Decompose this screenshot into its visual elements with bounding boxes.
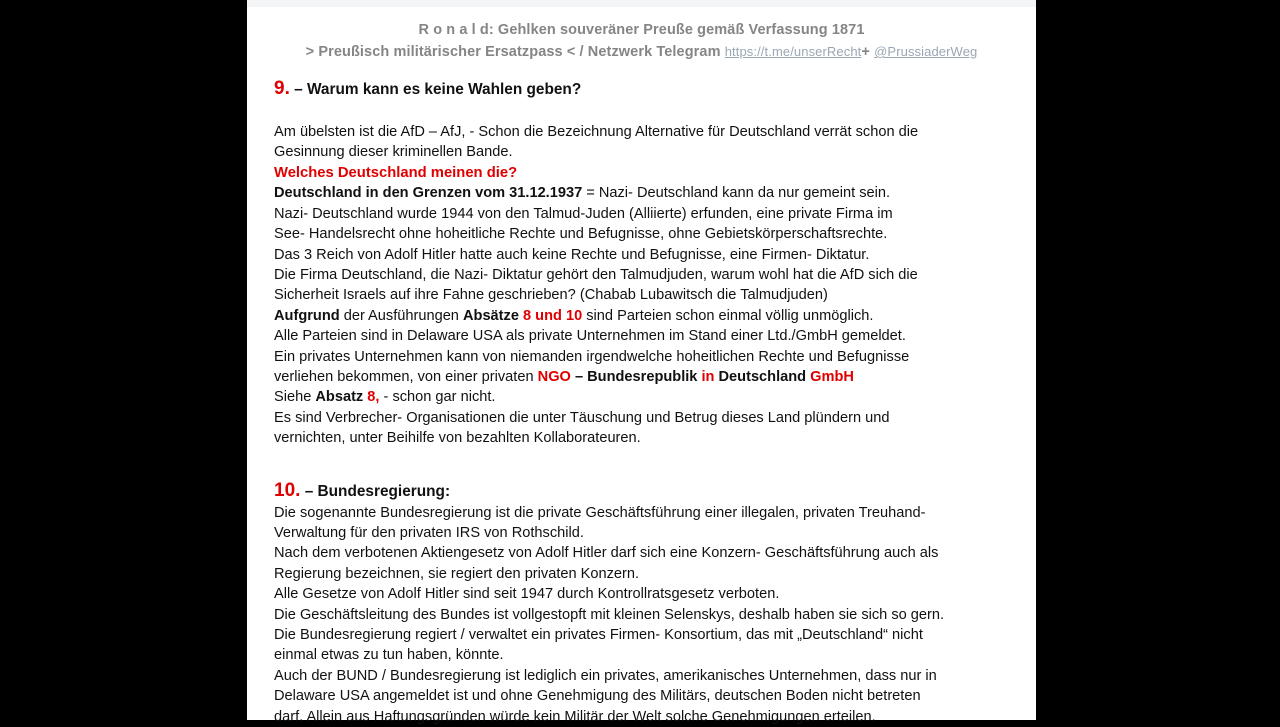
text-line: Verwaltung für den privaten IRS von Rothschild. <box>274 525 584 541</box>
text-line <box>274 183 1019 203</box>
text-line: darf, Allein aus Haftungsgründen würde kein Militär der Welt solche Genehmigungen erteilen. <box>274 708 876 725</box>
text-line: Alle Parteien sind in Delaware USA als private Unternehmen im Stand einer Ltd./GmbH gemeldet. <box>274 328 906 345</box>
text-line: Alle Gesetze von Adolf Hitler sind seit 1947 durch Kontrollratsgesetz verboten. <box>274 586 780 603</box>
text-highlight-red: NGO <box>537 368 571 385</box>
text-line: Die sogenannte Bundesregierung ist die private Geschäftsführung einer illegalen, privaten Treuhand- <box>274 504 926 521</box>
section-10-paragraph <box>274 503 1019 727</box>
text-fragment: Siehe <box>274 389 316 406</box>
spacer <box>274 101 1019 122</box>
text-line: Auch der BUND / Bundesregierung ist lediglich ein privates, amerikanisches Unternehmen, dass nur in <box>274 667 937 684</box>
text-line: Gesinnung dieser kriminellen Bande. <box>274 144 513 161</box>
text-line: einmal etwas zu tun haben, könnte. <box>274 647 504 664</box>
text-line: vernichten, unter Beihilfe von bezahlten Kollaborateuren. <box>274 430 641 447</box>
spacer <box>274 470 1019 480</box>
document-header <box>247 20 1036 63</box>
text-emphasis: Deutschland <box>718 368 807 385</box>
text-fragment: verliehen bekommen, von einer privaten <box>274 368 538 385</box>
text-line: Die Bundesregierung regiert / verwaltet ein privates Firmen- Konsortium, das mit „Deutschland“ nicht <box>274 627 923 644</box>
telegram-channel-link[interactable]: https://t.me/unserRecht <box>724 44 862 59</box>
document-body <box>274 78 1019 727</box>
text-emphasis: Deutschland in den Grenzen vom 31.12.1937 <box>274 185 583 202</box>
section-9-heading-text: – Warum kann es keine Wahlen geben? <box>294 81 582 98</box>
letterbox-bar-right <box>1036 0 1280 720</box>
letterbox-bar-left <box>0 0 247 720</box>
text-line: Am übelsten ist die AfD – AfJ, - Schon die Bezeichnung Alternative für Deutschland verrät schon die <box>274 124 919 140</box>
text-emphasis: – <box>570 368 588 385</box>
text-fragment: - schon gar nicht. <box>379 389 496 406</box>
page-top-strip <box>247 0 1036 7</box>
section-10-heading <box>274 480 1019 503</box>
text-highlight-red: 8, <box>367 389 380 406</box>
document-page <box>247 0 1036 725</box>
text-emphasis: Aufgrund <box>274 307 340 324</box>
section-9-number: 9. <box>274 78 290 99</box>
text-highlight-red: 8 und 10 <box>523 307 583 324</box>
text-fragment: sind Parteien schon einmal völlig unmöglich. <box>582 307 874 324</box>
text-line: Nach dem verbotenen Aktiengesetz von Adolf Hitler darf sich eine Konzern- Geschäftsführung auch als <box>274 545 939 562</box>
text-line <box>274 367 1019 387</box>
header-title-line2-prefix: > Preußisch militärischer Ersatzpass < / Netzwerk Telegram <box>305 44 725 60</box>
text-fragment: der Ausführungen <box>339 307 463 324</box>
text-emphasis: Bundesrepublik <box>587 368 698 385</box>
text-highlight-red: GmbH <box>806 368 854 385</box>
text-line: Ein privates Unternehmen kann von niemanden irgendwelche hoheitlichen Rechte und Befugnisse <box>274 348 910 365</box>
text-line: Delaware USA angemeldet ist und ohne Genehmigung des Militärs, deutschen Boden nicht betreten <box>274 688 921 705</box>
text-line: Nazi- Deutschland wurde 1944 von den Talmud-Juden (Alliierte) erfunden, eine private Firma im <box>274 205 893 222</box>
header-title-line1: R o n a l d: Gehlken souveräner Preuße gemäß Verfassung 1871 <box>418 22 865 38</box>
text-emphasis: Absatz <box>315 389 368 406</box>
text-line: Die Firma Deutschland, die Nazi- Diktatur gehört den Talmudjuden, warum wohl hat die AfD sich die <box>274 266 918 283</box>
section-9-paragraph <box>274 122 1019 449</box>
text-line: Die Geschäftsleitung des Bundes ist vollgestopft mit kleinen Selenskys, deshalb haben sie sich so gern. <box>274 606 945 623</box>
section-9-heading <box>274 78 1019 101</box>
section-10-number: 10. <box>274 479 301 501</box>
text-line <box>274 306 1019 326</box>
text-line: Sicherheit Israels auf ihre Fahne geschrieben? (Chabab Lubawitsch die Talmudjuden) <box>274 287 828 304</box>
text-line: See- Handelsrecht ohne hoheitliche Rechte und Befugnisse, ohne Gebietskörperschaftsrechte. <box>274 226 888 243</box>
section-9-red-question: Welches Deutschland meinen die? <box>274 164 518 181</box>
text-emphasis: Absätze <box>462 307 523 324</box>
text-line: Regierung bezeichnen, sie regiert den privaten Konzern. <box>274 565 640 582</box>
text-line <box>274 387 1019 407</box>
text-fragment: = Nazi- Deutschland kann da nur gemeint sein. <box>582 185 891 202</box>
text-highlight-red: in <box>697 368 719 385</box>
text-line: Es sind Verbrecher- Organisationen die unter Täuschung und Betrug dieses Land plündern und <box>274 409 890 426</box>
section-10-heading-text: – Bundesregierung: <box>304 482 451 500</box>
header-title-line2 <box>247 41 1036 63</box>
text-line: Das 3 Reich von Adolf Hitler hatte auch keine Rechte und Befugnisse, eine Firmen- Diktatur. <box>274 246 870 263</box>
spacer <box>274 449 1019 470</box>
header-link-separator: + <box>861 44 870 60</box>
telegram-handle-link[interactable]: @PrussiaderWeg <box>874 44 978 59</box>
